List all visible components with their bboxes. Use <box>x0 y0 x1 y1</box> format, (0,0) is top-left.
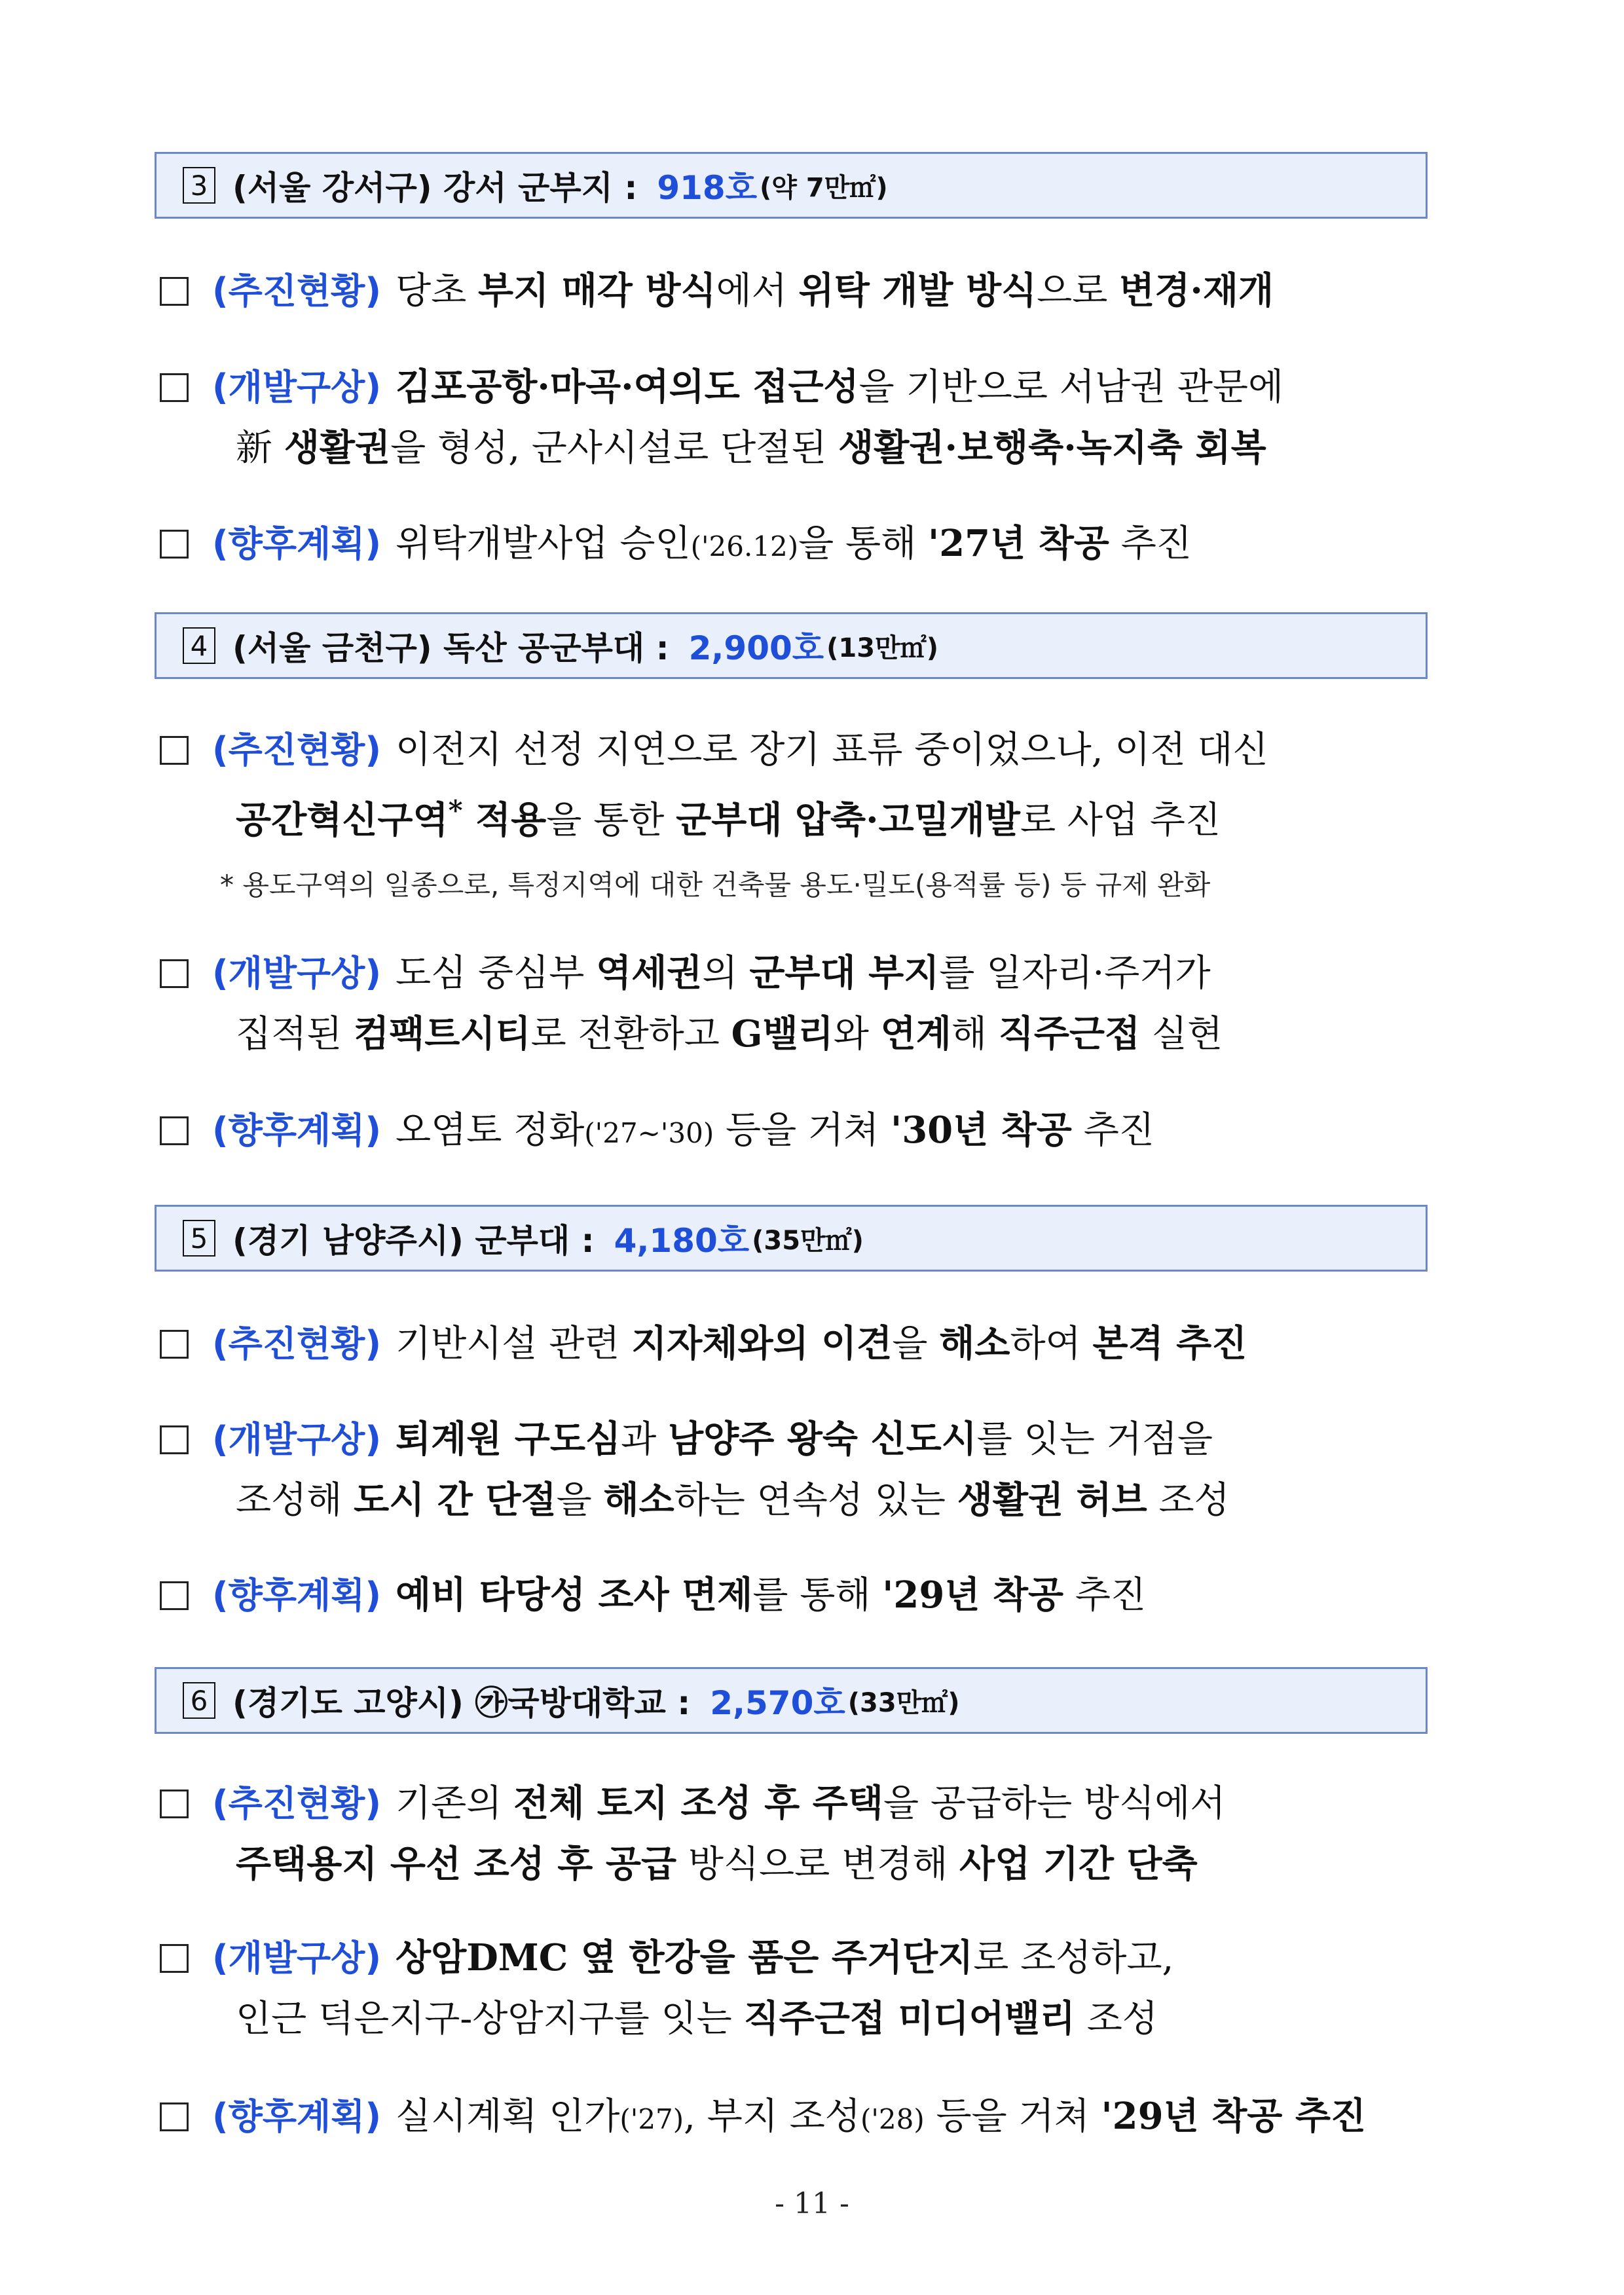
text-bold: 연계 <box>880 1012 951 1056</box>
text: 를 통해 <box>752 1574 883 1617</box>
text: 기반시설 관련 <box>396 1323 632 1365</box>
checkbox-icon <box>160 530 189 559</box>
text-bold: 생활권·보행축·녹지축 회복 <box>838 426 1266 469</box>
text: 新 <box>236 427 284 469</box>
text-bold: 해소 <box>939 1322 1010 1365</box>
text-bold: 상암DMC 옆 한강을 품은 주거단지 <box>396 1936 974 1979</box>
text-small: ('26.12) <box>690 530 799 562</box>
section-count: 2,900호 <box>688 629 824 667</box>
status-item <box>160 1773 1467 1895</box>
text-bold: 예비 타당성 조사 면제 <box>396 1573 753 1617</box>
section-number: 4 <box>183 627 215 664</box>
future-item <box>160 1565 1467 1626</box>
section-number: 5 <box>183 1220 215 1257</box>
checkbox-icon <box>160 1790 189 1818</box>
text-bold: 김포공항·마곡·여의도 접근성 <box>396 365 859 409</box>
checkbox-icon <box>160 1425 189 1454</box>
text: 위탁개발사업 승인 <box>396 523 691 565</box>
text: 당초 <box>396 270 479 312</box>
text-bold: 부지 매각 방식 <box>478 269 716 312</box>
checkbox-icon <box>160 736 189 765</box>
text: 하는 연속성 있는 <box>674 1479 957 1522</box>
text-bold: '27년 착공 <box>928 522 1109 565</box>
text-bold: 위탁 개발 방식 <box>798 269 1037 312</box>
checkbox-icon <box>160 1330 189 1359</box>
section-number: 3 <box>183 167 215 204</box>
text: 인근 덕은지구-상암지구를 잇는 <box>236 1998 744 2040</box>
item-label: (향후계획) <box>212 523 382 564</box>
text: 조성 <box>1147 1479 1230 1522</box>
text: 을 <box>892 1323 940 1365</box>
text: 실현 <box>1140 1013 1223 1056</box>
footnote-marker: * <box>448 794 463 826</box>
future-item <box>160 513 1467 577</box>
text: 등을 거쳐 <box>924 2095 1101 2138</box>
section-count: 4,180호 <box>614 1222 750 1260</box>
text: 의 <box>702 952 750 995</box>
section-title: (서울 금천구) 독산 공군부대 : <box>232 629 669 667</box>
text: 를 잇는 거점을 <box>976 1418 1213 1461</box>
section-area: (33만㎡) <box>847 1687 960 1718</box>
item-label: (추진현황) <box>212 270 382 312</box>
text: 을 형성, 군사시설로 단절된 <box>390 427 839 469</box>
item-label: (개발구상) <box>212 953 382 994</box>
text: 와 <box>833 1013 881 1056</box>
text-bold: 생활권 허브 <box>957 1478 1147 1522</box>
text: 이전지 선정 지연으로 장기 표류 중이었으나, 이전 대신 <box>396 729 1268 771</box>
text-bold: 사업 기간 단축 <box>959 1843 1198 1886</box>
text-bold: 변경·재개 <box>1119 269 1274 312</box>
text-bold: 남양주 왕숙 신도시 <box>668 1418 977 1461</box>
item-label: (추진현황) <box>212 1783 382 1824</box>
section-header-3 <box>155 152 1428 219</box>
text: 방식으로 변경해 <box>676 1843 960 1886</box>
section-header-4 <box>155 612 1428 679</box>
text-bold: '30년 착공 <box>891 1109 1072 1152</box>
text-bold: 지자체와의 이견 <box>631 1322 893 1365</box>
text: 을 통한 <box>546 799 676 842</box>
section-header-6 <box>155 1667 1428 1734</box>
text-bold: 적용 <box>462 798 547 842</box>
status-item <box>160 1313 1467 1374</box>
item-label: (추진현황) <box>212 1323 382 1365</box>
text-small: ('28) <box>860 2103 925 2135</box>
text-bold: 본격 추진 <box>1092 1322 1247 1365</box>
text: 조성해 <box>236 1479 354 1522</box>
section-title: (경기도 고양시) ㉮국방대학교 : <box>232 1684 691 1722</box>
section-count: 918호 <box>657 169 757 207</box>
plan-item <box>160 1409 1467 1531</box>
text: 하여 <box>1010 1323 1093 1365</box>
text: , 부지 조성 <box>684 2095 860 2138</box>
text-bold: 생활권 <box>284 426 391 469</box>
item-label: (향후계획) <box>212 1110 382 1151</box>
section-number: 6 <box>183 1682 215 1719</box>
text-small: ('27~'30) <box>584 1117 714 1149</box>
text-bold: 직주근접 미디어밸리 <box>743 1997 1075 2040</box>
checkbox-icon <box>160 373 189 402</box>
section-count: 2,570호 <box>710 1684 845 1722</box>
text-bold: 도시 간 단절 <box>354 1478 557 1522</box>
text: 을 공급하는 방식에서 <box>883 1782 1226 1825</box>
text: 로 사업 추진 <box>1020 799 1221 842</box>
text-bold: 군부대 부지 <box>749 951 940 995</box>
section-title: (서울 강서구) 강서 군부지 : <box>232 169 638 207</box>
item-label: (향후계획) <box>212 2096 382 2137</box>
text: 오염토 정화 <box>396 1109 585 1152</box>
checkbox-icon <box>160 959 189 988</box>
text: 추진 <box>1063 1574 1147 1617</box>
checkbox-icon <box>160 277 189 306</box>
section-area: (35만㎡) <box>752 1225 864 1256</box>
status-item <box>160 720 1467 851</box>
checkbox-icon <box>160 1944 189 1973</box>
section-area: (약 7만㎡) <box>760 172 888 203</box>
text: 로 조성하고, <box>973 1937 1174 1979</box>
text: 추진 <box>1109 523 1192 565</box>
text-bold: 컴팩트시티 <box>354 1012 531 1056</box>
checkbox-icon <box>160 2102 189 2131</box>
text-bold: 군부대 압축·고밀개발 <box>676 798 1020 842</box>
status-item <box>160 261 1467 321</box>
text: 을 <box>556 1479 604 1522</box>
item-label: (추진현황) <box>212 729 382 771</box>
checkbox-icon <box>160 1116 189 1145</box>
text-bold: 퇴계원 구도심 <box>396 1418 621 1461</box>
text: 등을 거쳐 <box>714 1109 891 1152</box>
text-bold: '29년 착공 <box>882 1573 1064 1617</box>
text-bold: 주택용지 우선 조성 후 공급 <box>236 1843 677 1886</box>
item-label: (개발구상) <box>212 367 382 408</box>
text: 도심 중심부 <box>396 952 597 995</box>
checkbox-icon <box>160 1581 189 1610</box>
section-header-5 <box>155 1205 1428 1272</box>
future-item <box>160 2086 1467 2150</box>
future-item <box>160 1100 1467 1164</box>
plan-item <box>160 1928 1467 2049</box>
plan-item <box>160 357 1467 479</box>
plan-item <box>160 943 1467 1065</box>
text: 집적된 <box>236 1013 354 1056</box>
item-label: (개발구상) <box>212 1419 382 1460</box>
item-label: (향후계획) <box>212 1575 382 1616</box>
text-bold: 역세권 <box>596 951 703 995</box>
footnote: * 용도구역의 일종으로, 특정지역에 대한 건축물 용도·밀도(용적률 등) 등 규제 완화 <box>220 869 1211 901</box>
text: 을 통해 <box>798 523 929 565</box>
text: 로 전환하고 <box>530 1013 731 1056</box>
text: 해 <box>951 1013 999 1056</box>
text: 조성 <box>1075 1998 1158 2040</box>
section-title: (경기 남양주시) 군부대 : <box>232 1222 595 1260</box>
page-number: - 11 - <box>775 2187 849 2220</box>
text-bold: 전체 토지 조성 후 주택 <box>513 1782 883 1825</box>
section-area: (13만㎡) <box>826 633 938 663</box>
text-bold: G밸리 <box>731 1012 834 1056</box>
text: 에서 <box>716 270 799 312</box>
text-bold: 해소 <box>603 1478 674 1522</box>
text: 을 기반으로 서남권 관문에 <box>858 366 1284 409</box>
text: 를 일자리·주거가 <box>939 952 1211 995</box>
item-label: (개발구상) <box>212 1937 382 1979</box>
text-small: ('27) <box>619 2103 684 2135</box>
text-bold: '29년 착공 추진 <box>1101 2095 1367 2138</box>
text-bold: 공간혁신구역 <box>236 798 449 842</box>
text: 실시계획 인가 <box>396 2095 620 2138</box>
text-bold: 직주근접 <box>998 1012 1141 1056</box>
text: 추진 <box>1071 1109 1154 1152</box>
text: 기존의 <box>396 1782 514 1825</box>
text: 으로 <box>1037 270 1120 312</box>
text: 과 <box>621 1418 668 1461</box>
